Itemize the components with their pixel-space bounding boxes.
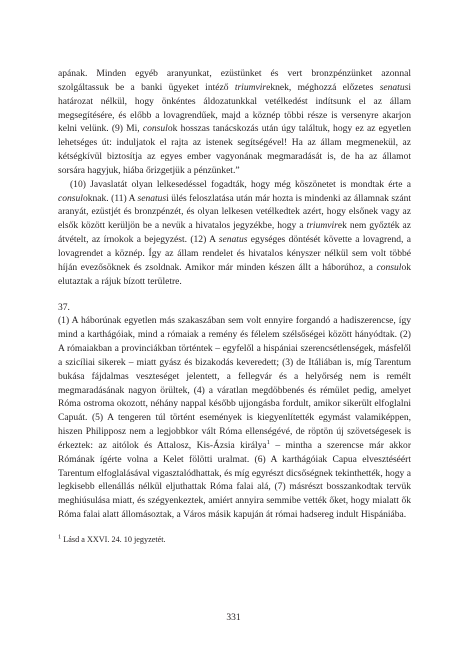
text-segment: (10) Javaslatát olyan lelkesedéssel fogadták, hogy még köszönetet is mondtak érte a [70, 178, 411, 190]
paragraph [58, 67, 411, 178]
text-segment: senatus [218, 234, 248, 246]
text-segment: (1) A háborúnak egyetlen más szakaszában sem volt ennyire forgandó a hadiszerencse, így mind a karthágóiak, mind a rómaiak a remény és félelem szélsőségei között hányódtak. (2) A rómaiakban a provinciákban történtek – egyfelől a hispániai szerencsétlenségek, másfelől a szicíliai sikerek – miatt gyász és bizakodás keveredett; (3) de Itáliában is, míg Tarentum bukása fájdalmas veszteséget jelentett, a fellegvár és a helyőrség nem is remélt megmaradásának nagyon örültek, (4) a váratlan megdöbbenés és rémület pedig, amelyet Róma ostroma okozott, néhány nappal később ujjongásba fordult, amikor sikerült elfoglalni Capuát. (5) A tengeren túl történt események is kiegyenlítették egymást valamiképpen, hiszen Philipposz nem a legjobbkor vált Róma ellenségévé, de röptön új szövetségesek is érkeztek: az aitólok és Attalosz, Kis-Ázsia királya [58, 315, 411, 451]
text-segment: apának. Minden egyéb aranyunkat, ezüstünket és vert bronzpénzünket azonnal szolgáltassuk be a banki ügyeket intéző [58, 68, 411, 93]
text-segment: eknek, méghozzá előzetes [266, 81, 380, 93]
text-segment: ok hosszas tanácskozás után úgy találtuk, hogy ez az egyetlen lehetséges út: induljatok el rajta az istenek segítségével! Ha az állam megmenekül, az kétségkívül biztosítja az egyes ember vagyonának megmaradását is, de ha az államot sorsára hagyjuk, hiába őrizgetjük a pénzünket.” [58, 123, 411, 176]
paragraph [58, 314, 411, 522]
text-segment: egységes döntését követte a lovagrend, a lovagrendet a köznép. Így az állam rendelet és hivatalos kényszer nélkül sem volt többé híján evezősöknek és zsoldnak. Amikor már minden készen állt a háborúhoz, a [58, 234, 411, 273]
text-segment: oknak. (11) A [82, 192, 138, 204]
text-segment: ek nem győzték az átvételt, az írnokok a bejegyzést. (12) A [58, 220, 411, 246]
page-number: 331 [226, 613, 241, 623]
footnote-marker: 1 [58, 533, 62, 541]
section-text [58, 314, 411, 522]
footnote [58, 534, 411, 545]
text-segment: senatus [379, 81, 409, 93]
page-body [58, 67, 411, 545]
footnote-text: Lásd a XXVI. 24. 10 jegyzetét. [61, 535, 166, 544]
text-segment: i határozat nélkül, hogy önkéntes áldozatunkkal vetélkedést indítsunk el az állam megsegítésére, és előbb a lovagrendűek, majd a köznép többi része is versenyre akarjon kelni velünk. (9) Mi, [58, 81, 411, 135]
text-segment: consul [142, 123, 168, 135]
text-segment: – mintha a szerencse már akkor Rómának ígérte volna a Kelet fölötti uralmat. (6) A karthágóiak Capua elvesztéséért Tarentum elfoglalásával vigasztalódhattak, és míg egyrészt dicsőségnek tekinthették, hogy a legkisebb ellenállás nélkül eljuthattak Róma falai alá, (7) másrészt bosszankodtak tervük meghiúsulása miatt, és szégyenkeztek, amiért annyira semmibe vették őket, hogy mialatt ők Róma falai alatt állomásoztak, a Város másik kapuján át római hadsereg indult Hispániába. [58, 439, 412, 521]
text-segment: consul [376, 261, 402, 273]
main-text [58, 67, 411, 289]
text-segment: consul [58, 192, 83, 204]
text-segment: triumvir [234, 81, 267, 93]
paragraph [58, 178, 411, 289]
text-segment: triumvir [306, 220, 338, 232]
text-segment: ok elutaztak a rájuk bízott területre. [58, 261, 411, 287]
text-segment: i ülés feloszlatása után már hozta is mindenki az államnak szánt aranyát, ezüstjét és bronzpénzét, és olyan lelkesen vetélkedtek azért, hogy elsőnek vagy az elsők között kerüljön be a nevük a hivatalos jegyzékbe, hogy a [58, 192, 411, 232]
footnote-ref: 1 [266, 438, 270, 446]
section-number: 37. [58, 301, 70, 313]
text-segment: senatus [137, 192, 167, 204]
